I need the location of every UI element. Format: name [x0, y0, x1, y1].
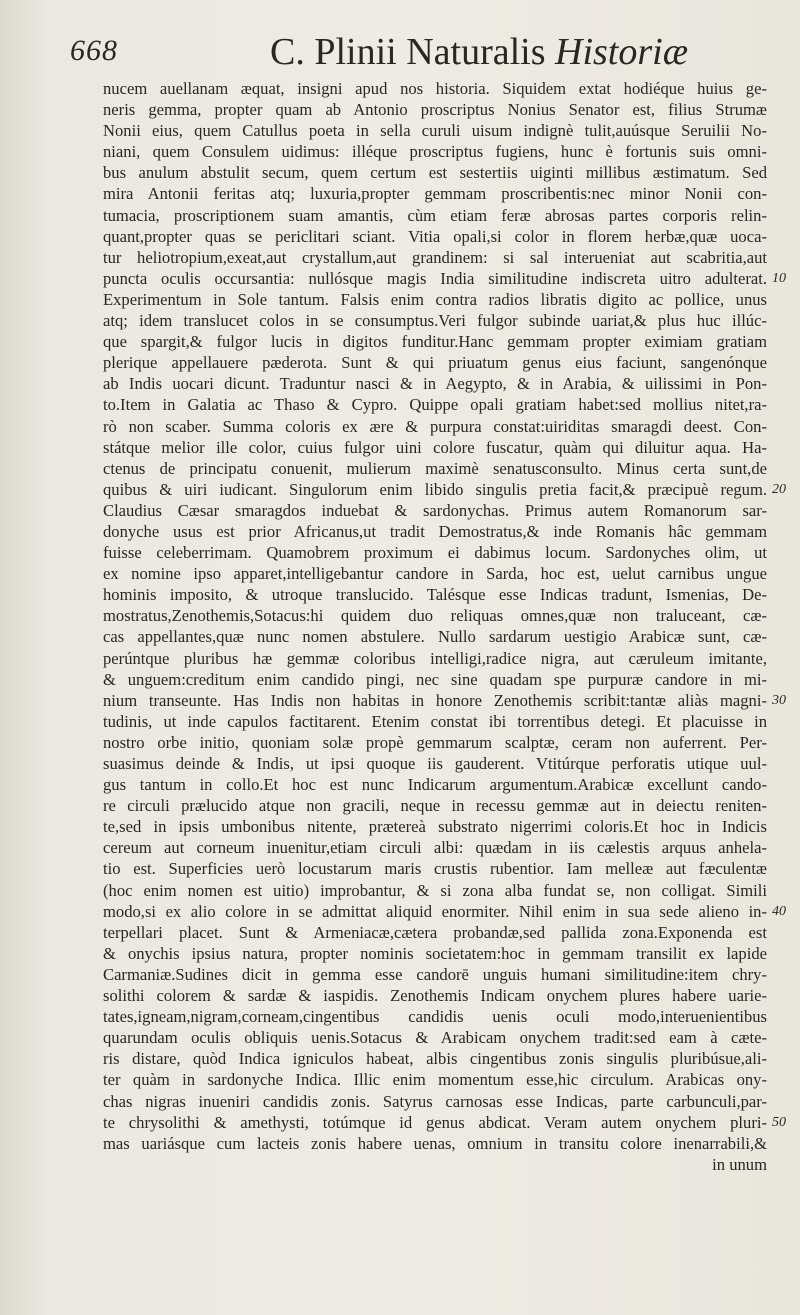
margin-line-number: 20: [772, 481, 786, 497]
text-line: donyche usus est prior Africanus,ut tradit Demostratus,& inde Romanis hâc gemmam: [103, 521, 767, 541]
text-line: quarundam oculis obliquis uenis.Sotacus & Arabicam onychem tradit:sed eam à cæte-: [103, 1028, 767, 1048]
text-line: to.Item in Galatia ac Thaso & Cypro. Quippe opali gratiam habet:sed mollius nitet,ra-: [103, 395, 767, 415]
text-line: ex nomine ipso apparet,intelligebantur candore in Sarda, hoc est, uelut carnibus ungue: [103, 564, 767, 584]
text-line: bus anulum abstulit secum, quem certum est sestertiis uiginti millibus æstimatum. Sed: [103, 163, 767, 183]
text-line: Claudius Cæsar smaragdos induebat & sardonychas. Primus autem Romanorum sar-: [103, 500, 767, 520]
text-line: que spargit,& fulgor lucis in digitos funditur.Hanc gemmam propter eximiam gratiam: [103, 332, 767, 352]
text-line: & onychis ipsius natura, propter nominis societatem:hoc in gemmam transilit ex lapide: [103, 943, 767, 963]
running-title-main: C. Plinii Naturalis: [270, 31, 555, 73]
text-line: nium transeunte. Has Indis non habitas in honore Zenothemis scribit:tantæ aliàs magni-: [103, 690, 767, 710]
text-line: tudinis, ut inde capulos factitarent. Etenim constat ibi torrentibus detegi. Et placuisse in: [103, 711, 767, 731]
text-line: tio est. Superficies uerò locustarum maris crustis rubentior. Iam melleæ aut fæculentæ: [103, 859, 767, 879]
text-line: in unum: [712, 1154, 767, 1174]
text-line: niani, quem Consulem uidimus: illéque proscriptus fugiens, hunc è fortunis suis omni-: [103, 142, 767, 162]
text-line: chas nigras inueniri candidis zonis. Satyrus carnosas esse Indicas, parte carbunculi,par-: [103, 1091, 767, 1111]
text-line: Nonii eius, quem Catullus poeta in sella curuli uisum indignè tulit,auúsque Seruilii No-: [103, 121, 767, 141]
text-line: gus tantum in collo.Et hoc est nunc Indicarum argumentum.Arabicæ excellunt cando-: [103, 775, 767, 795]
text-line: quibus & uiri iudicant. Singulorum enim libido singulis pretia facit,& præcipuè regum.: [103, 479, 767, 499]
text-line: nostro orbe initio, quoniam solæ propè gemmarum scalptæ, ceram non auferrent. Per-: [103, 732, 767, 752]
text-line: nucem auellanam æquat, insigni apud nos historia. Siquidem extat hodiéque huius ge-: [103, 79, 767, 98]
page-number: 668: [70, 34, 118, 67]
text-line: ab Indis uocari dicunt. Traduntur nasci & in Aegypto, & in Arabia, & uilissimi in Pon-: [103, 374, 767, 394]
text-line: perúntque pluribus hæ gemmæ coloribus intelligi,radice nigra, aut cæruleum imitante,: [103, 648, 767, 668]
margin-line-number: 50: [772, 1114, 786, 1130]
text-line: modo,si ex alio colore in se admittat aliquid enormiter. Nihil enim in sua sede alieno in-: [103, 901, 767, 921]
text-line: quant,propter quas se periclitari sciant. Vitia opali,si color in florem herbæ,quæ uoca-: [103, 226, 767, 246]
text-line: cas appellantes,quæ nunc nomen abstulere. Nullo sardarum uestigio Arabicæ sunt, cæ-: [103, 627, 767, 647]
text-line: tates,igneam,nigram,corneam,cingentibus candidis uenis oculi modo,interuenientibus: [103, 1007, 767, 1027]
text-line: tur heliotropium,exeat,aut crystallum,aut grandinem: si sal interueniat aut scabritia,aut: [103, 247, 767, 267]
text-line: tumacia, proscriptionem suam amantis, cùm etiam feræ abrosas partes corporis relin-: [103, 205, 767, 225]
text-line: Carmaniæ.Sudines dicit in gemma esse candorē unguis humani similitudine:item chry-: [103, 964, 767, 984]
text-line: re circuli prælucido atque non gracili, neque in recessu gemmæ aut in deiectu reniten-: [103, 796, 767, 816]
text-line: fuisse celeberrimam. Quamobrem proximum ei dabimus locum. Sardonyches olim, ut: [103, 543, 767, 563]
text-line: & unguem:creditum enim candido pingi, nec sine quadam spe purpuræ candore in mi-: [103, 669, 767, 689]
text-line: neris gemma, propter quam ab Antonio proscriptus Nonius Senator est, filius Strumæ: [103, 100, 767, 120]
text-line: cereum aut corneum inuenitur,etiam circuli albi: quædam in iis cælestis arquus anhela-: [103, 838, 767, 858]
text-line: suasimus deinde & Indis, ut ipsi quoque iis gauderent. Vtitúrque perforatis utique uul-: [103, 754, 767, 773]
text-line: Experimentum in Sole tantum. Falsis enim contra radios libratis digito ac pollice, unus: [103, 289, 767, 309]
text-line: (hoc enim nomen est uitio) improbantur, & si zona alba fundat se, non colligat. Simili: [103, 880, 767, 900]
text-line: ctenus de principatu conuenit, mulierum maximè senatusconsulto. Minus certa sunt,de: [103, 458, 767, 478]
running-title: [270, 30, 688, 74]
body-text: [103, 78, 767, 1175]
text-line: solithi colorem & sardæ & iaspidis. Zenothemis Indicam onychem plures habere uarie-: [103, 986, 767, 1006]
margin-line-number: 30: [772, 692, 786, 708]
text-line: hominis imposito, & utroque translucido. Talésque esse Indicas tradunt, Ismenias, De-: [103, 585, 767, 605]
text-line: mostratus,Zenothemis,Sotacus:hi quidem duo reliquas omnes,quæ non traluceant, cæ-: [103, 606, 767, 626]
running-title-italic: Historiæ: [555, 31, 689, 73]
margin-line-number: 40: [772, 903, 786, 919]
text-line: puncta oculis occursantia: nullósque magis India similitudine indiscreta uitro adulterat.: [103, 268, 767, 288]
text-line: ter quàm in sardonyche Indica. Illic enim momentum esse,hic circulum. Arabicas ony-: [103, 1070, 767, 1090]
text-line: te chrysolithi & amethysti, totúmque id genus abdicat. Veram autem onychem pluri-: [103, 1112, 767, 1132]
text-line: atq; idem translucet colos in se consumptus.Veri fulgor subinde uariat,& plus huc illúc-: [103, 311, 767, 331]
text-line: ris distare, quòd Indica igniculos habeat, albis cingentibus zonis singulis pluribúsue,ali-: [103, 1049, 767, 1069]
text-line: terpellari placet. Sunt & Armeniacæ,cætera probandæ,sed pallida zona.Exponenda est: [103, 922, 767, 942]
text-line: rò non scaber. Summa coloris ex ære & purpura constat:uiriditas smaragdi deest. Con-: [103, 416, 767, 436]
text-line: mira Antonii feritas atq; luxuria,propter gemmam proscribentis:nec minor Nonii con-: [103, 184, 767, 204]
text-line: mas uariásque cum lacteis zonis habere uenas, omnium in transitu colore inenarrabili,&: [103, 1133, 767, 1153]
text-line: plerique appellauere pæderota. Sunt & qui priuatum genus eius faciunt, sangenónque: [103, 353, 767, 373]
text-line: státque melior ille color, cuius fulgor uini colore fuscatur, quàm qui diluitur aqua. Ha-: [103, 437, 767, 457]
margin-line-number: 10: [772, 270, 786, 286]
text-line: te,sed in ipsis umbonibus nitente, prætereà substrato nigerrimi coloris.Et hoc in Indicis: [103, 817, 767, 837]
